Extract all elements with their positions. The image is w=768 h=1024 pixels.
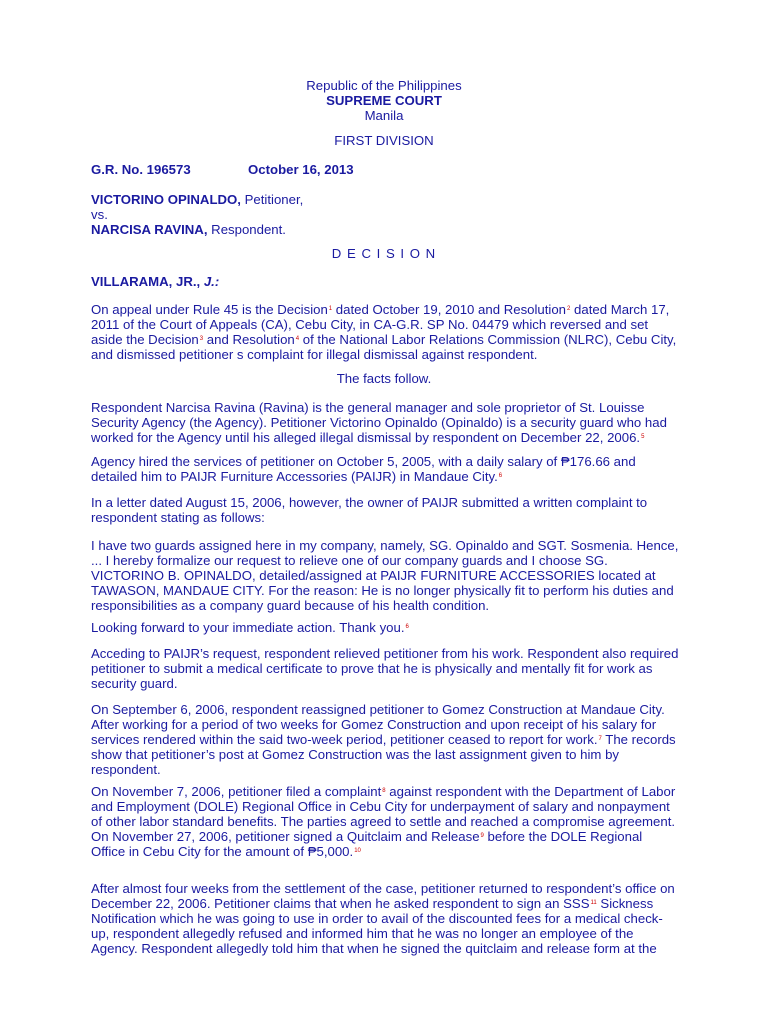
city-line: Manila: [364, 108, 404, 123]
respondent-line: [91, 222, 679, 237]
footnote-7[interactable]: 7: [598, 736, 602, 742]
republic-line: Republic of the Philippines: [306, 78, 462, 93]
footnote-8[interactable]: 8: [382, 788, 386, 794]
division-line: FIRST DIVISION: [334, 133, 434, 148]
gr-number: G.R. No. 196573: [91, 162, 191, 177]
decision-title: D E C I S I O N: [331, 246, 437, 261]
paragraph-3: Agency hired the services of petitioner on October 5, 2005, with a daily salary of ₱176.66 and detailed him to PAIJR Furniture Accessories (PAIJR) in Mandaue City.$^6$: [91, 454, 636, 484]
petitioner-name: VICTORINO OPINALDO,: [91, 192, 241, 207]
paragraph-10: After almost four weeks from the settlement of the case, petitioner returned to respondent’s office on December 22, 2006. Petitioner claims that when he asked respondent to sign an SSS$^{11}$ Sickness Notification which he was going to use in order to avail of the discounted fees for a medical check-up, respondent allegedly refused and informed him that he was no longer an employee of the Agency. Respondent allegedly told him that when he signed the quitclaim and release form at the: [91, 881, 675, 956]
footnote-1[interactable]: 1: [328, 306, 333, 312]
paragraph-1: On appeal under Rule 45 is the Decision$^1$ dated October 19, 2010 and Resolution$^2$ dated March 17, 2011 of the Court of Appeals (CA), Cebu City, in CA-G.R. SP No. 04479 which reversed and set aside the Decision$^3$ and Resolution$^4$ of the National Labor Relations Commission (NLRC), Cebu City, and dismissed petitioner s complaint for illegal dismissal against respondent.: [91, 302, 677, 362]
footnote-9[interactable]: 9: [480, 833, 484, 839]
petitioner-role: Petitioner,: [240, 192, 304, 207]
facts-heading: The facts follow.: [336, 371, 432, 386]
paragraph-4: In a letter dated August 15, 2006, however, the owner of PAIJR submitted a written complaint to respondent stating as follows:: [91, 495, 648, 525]
court-name: SUPREME COURT: [326, 93, 442, 108]
ponente-suffix: J.:: [203, 274, 220, 289]
ponente-line: [91, 274, 679, 289]
respondent-role: Respondent.: [207, 222, 286, 237]
petitioner-line: [91, 192, 679, 207]
footnote-2[interactable]: 2: [567, 306, 571, 312]
respondent-name: NARCISA RAVINA,: [91, 222, 208, 237]
ponente-name: VILLARAMA, JR.,: [91, 274, 204, 289]
footnote-3[interactable]: 3: [199, 336, 204, 342]
case-number-line: [91, 162, 679, 177]
paragraph-2: Respondent Narcisa Ravina (Ravina) is the general manager and sole proprietor of St. Louisse Security Agency (the Agency). Petitioner Victorino Opinaldo (Opinaldo) is a security guard who had worked for the Agency until his alleged illegal dismissal by respondent on December 22, 2006.$^5$: [91, 400, 667, 445]
footnote-6[interactable]: 6: [498, 473, 503, 479]
footnote-4[interactable]: 4: [295, 336, 300, 342]
case-date: October 16, 2013: [248, 162, 354, 177]
paragraph-9: On November 7, 2006, petitioner filed a complaint$^8$ against respondent with the Department of Labor and Employment (DOLE) Regional Office in Cebu City for underpayment of salary and nonpayment of other labor standard benefits. The parties agreed to settle and reached a compromise agreement. On November 27, 2006, petitioner signed a Quitclaim and Release$^9$ before the DOLE Regional Office in Cebu City for the amount of ₱5,000.10: [91, 784, 676, 859]
paragraph-8: On September 6, 2006, respondent reassigned petitioner to Gomez Construction at Mandaue City. After working for a period of two weeks for Gomez Construction and upon receipt of his salary for services rendered within the said two-week period, petitioner ceased to report for work.$^7$ The records show that petitioner’s post at Gomez Construction was the last assignment given to him by respondent.: [91, 702, 676, 777]
paragraph-6: Looking forward to your immediate action. Thank you.$^6$: [91, 620, 409, 635]
footnote-10[interactable]: 10: [354, 848, 361, 854]
paragraph-7: Acceding to PAIJR’s request, respondent relieved petitioner from his work. Respondent also required petitioner to submit a medical certificate to prove that he is physically and mentally fit for work as security guard.: [91, 646, 679, 691]
parties-block: [91, 192, 679, 237]
court-header: [0, 78, 768, 123]
footnote-5[interactable]: 5: [641, 434, 645, 440]
footnote-6b[interactable]: 6: [405, 624, 409, 630]
footnote-11[interactable]: 11: [590, 900, 597, 906]
quoted-letter: I have two guards assigned here in my company, namely, SG. Opinaldo and SGT. Sosmenia. Hence, ... I hereby formalize our request to relieve one of our company guards and I choose SG. VICTORINO B. OPINALDO, detailed/assigned at PAIJR FURNITURE ACCESSORIES located at TAWASON, MANDAUE CITY. For the reason: He is no longer physically fit to perform his duties and responsibilities as a company guard because of his health condition.: [91, 538, 679, 613]
versus-line: vs.: [91, 207, 108, 222]
